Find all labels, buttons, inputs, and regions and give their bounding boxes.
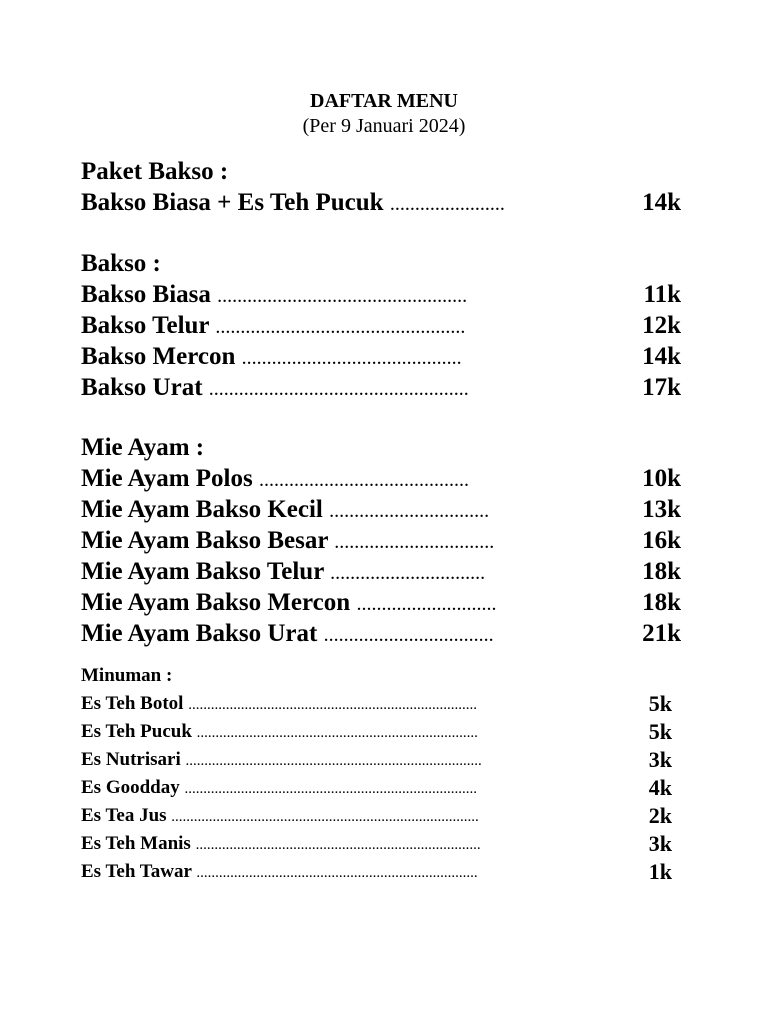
menu-item-price: 11k [643, 281, 681, 308]
menu-item-price: 21k [642, 620, 681, 647]
menu-item-name: Mie Ayam Bakso Kecil [81, 496, 323, 523]
menu-item-price: 14k [642, 343, 681, 370]
menu-item-name: Es Teh Tawar [81, 861, 192, 882]
menu-item-name: Es Goodday [81, 777, 180, 798]
menu-item-price: 5k [648, 719, 672, 744]
menu-item-row [81, 556, 701, 587]
dot-leader: .................................................. [215, 316, 466, 338]
menu-item-row [81, 187, 701, 218]
dot-leader: .................................................... [208, 378, 469, 400]
dot-leader: .................................................. [217, 285, 468, 307]
menu-item-price: 12k [642, 312, 681, 339]
menu-item-name: Mie Ayam Bakso Mercon [81, 589, 351, 616]
menu-item-name: Bakso Urat [81, 374, 203, 401]
dot-leader: ............................................................................... [185, 753, 482, 769]
menu-item-row [81, 372, 701, 403]
section-heading: Paket Bakso : [81, 158, 229, 185]
section-heading: Minuman : [81, 665, 173, 686]
section-mie-ayam [81, 432, 701, 649]
menu-item-row [81, 774, 701, 802]
section-paket-bakso [81, 156, 701, 218]
menu-item-price: 2k [648, 803, 672, 828]
menu-item-name: Es Teh Botol [81, 693, 184, 714]
dot-leader: .................................. [323, 624, 494, 646]
menu-item-name: Mie Ayam Bakso Urat [81, 620, 318, 647]
dot-leader: .......................................... [258, 469, 469, 491]
menu-item-row [81, 279, 701, 310]
section-bakso [81, 248, 701, 403]
document-title: DAFTAR MENU [310, 90, 458, 112]
dot-leader: ............................................................................ [195, 837, 481, 853]
menu-item-row [81, 463, 701, 494]
menu-item-name: Mie Ayam Bakso Besar [81, 527, 328, 554]
dot-leader: ........................................................................... [196, 725, 478, 741]
menu-item-price: 3k [648, 831, 672, 856]
menu-item-row [81, 525, 701, 556]
dot-leader: ............................................ [241, 347, 462, 369]
dot-leader: ............................ [356, 593, 497, 615]
menu-item-price: 5k [648, 691, 672, 716]
menu-item-name: Bakso Biasa [81, 281, 211, 308]
menu-item-price: 16k [642, 527, 681, 554]
menu-item-name: Bakso Biasa + Es Teh Pucuk [81, 189, 384, 216]
dot-leader: ........................................................................... [196, 865, 478, 881]
menu-item-row [81, 802, 701, 830]
menu-item-price: 17k [642, 374, 681, 401]
menu-item-row [81, 618, 701, 649]
menu-item-price: 1k [648, 859, 672, 884]
dot-leader: .................................................................................. [171, 809, 479, 825]
menu-item-price: 10k [642, 465, 681, 492]
menu-item-name: Es Teh Manis [81, 833, 191, 854]
menu-item-name: Mie Ayam Polos [81, 465, 253, 492]
menu-item-name: Es Tea Jus [81, 805, 167, 826]
menu-item-row [81, 830, 701, 858]
menu-item-row [81, 718, 701, 746]
menu-item-name: Es Nutrisari [81, 749, 181, 770]
menu-item-row [81, 746, 701, 774]
menu-item-price: 3k [648, 747, 672, 772]
menu-item-row [81, 310, 701, 341]
menu-item-row [81, 341, 701, 372]
dot-leader: .............................................................................. [184, 781, 477, 797]
section-heading: Bakso : [81, 250, 161, 277]
menu-item-price: 13k [642, 496, 681, 523]
menu-item-row [81, 494, 701, 525]
dot-leader: ....................... [389, 193, 505, 215]
document-subtitle: (Per 9 Januari 2024) [302, 115, 466, 137]
dot-leader: ................................ [329, 500, 490, 522]
menu-item-name: Bakso Telur [81, 312, 210, 339]
dot-leader: ............................... [330, 562, 486, 584]
menu-item-price: 18k [642, 558, 681, 585]
section-minuman [81, 662, 701, 886]
menu-item-row [81, 690, 701, 718]
section-heading: Mie Ayam : [81, 434, 205, 461]
menu-item-row [81, 858, 701, 886]
menu-item-name: Mie Ayam Bakso Telur [81, 558, 324, 585]
menu-item-row [81, 587, 701, 618]
menu-item-name: Bakso Mercon [81, 343, 236, 370]
menu-item-price: 14k [642, 189, 681, 216]
menu-item-price: 4k [648, 775, 672, 800]
menu-item-price: 18k [642, 589, 681, 616]
dot-leader: ............................................................................. [188, 697, 477, 713]
menu-item-name: Es Teh Pucuk [81, 721, 192, 742]
dot-leader: ................................ [334, 531, 495, 553]
